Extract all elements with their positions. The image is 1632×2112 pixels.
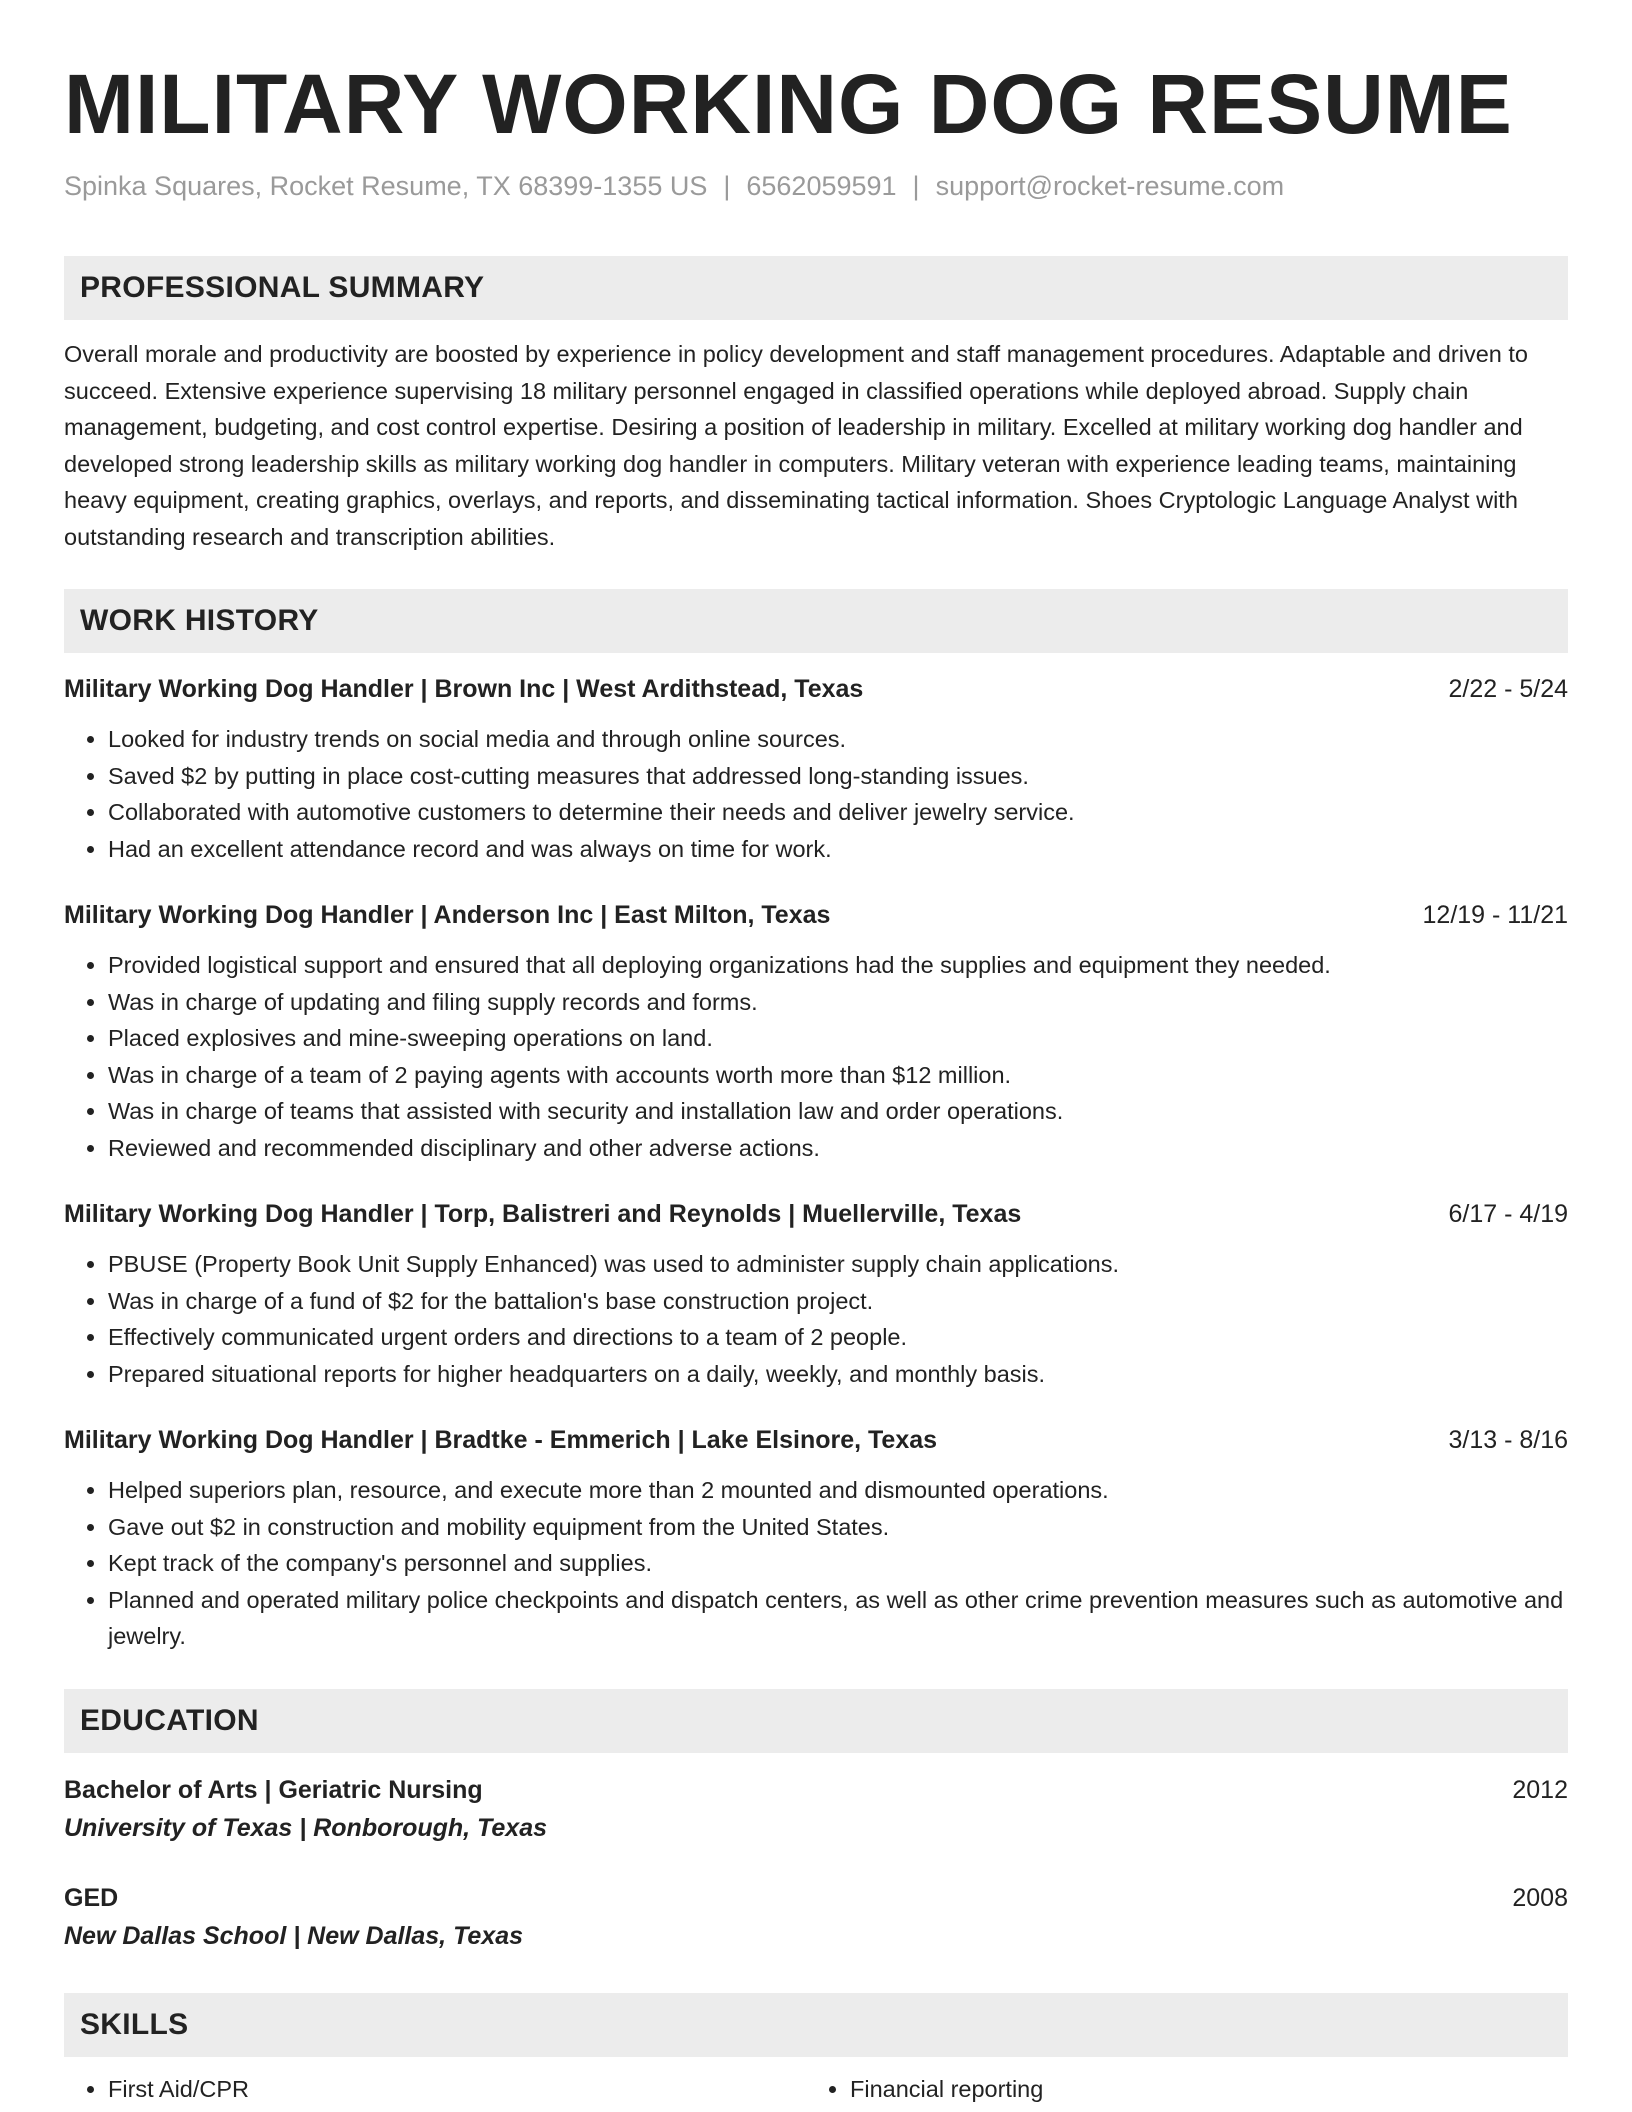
education-entry [64, 1771, 1568, 1847]
job-dates: 3/13 - 8/16 [1448, 1426, 1568, 1454]
job-bullet: • Was in charge of teams that assisted with security and installation law and order operations. [108, 1093, 1568, 1130]
education-year: 2012 [1512, 1775, 1568, 1804]
job-bullet: • Was in charge of updating and filing supply records and forms. [108, 984, 1568, 1021]
job-title: Military Working Dog Handler | Anderson Inc | East Milton, Texas [64, 901, 831, 929]
job-bullet: • Helped superiors plan, resource, and execute more than 2 mounted and dismounted operations. [108, 1472, 1568, 1509]
job-bullet: • Gave out $2 in construction and mobility equipment from the United States. [108, 1509, 1568, 1546]
education-degree: Bachelor of Arts | Geriatric Nursing [64, 1775, 483, 1804]
skill-item: • First Aid/CPR [108, 2071, 806, 2108]
education-degree: GED [64, 1883, 119, 1912]
job-bullet: • Prepared situational reports for higher headquarters on a daily, weekly, and monthly basis. [108, 1356, 1568, 1393]
contact-line [64, 166, 1568, 206]
job-bullet: • Had an excellent attendance record and was always on time for work. [108, 831, 1568, 868]
job-entry [64, 671, 1568, 867]
job-heading [64, 1196, 1568, 1232]
contact-address: Spinka Squares, Rocket Resume, TX 68399-1355 US [64, 171, 708, 201]
skills-list [64, 2071, 1568, 2108]
job-title: Military Working Dog Handler | Bradtke - Emmerich | Lake Elsinore, Texas [64, 1426, 938, 1454]
section-header-education: EDUCATION [64, 1689, 1568, 1753]
job-bullet: • Reviewed and recommended disciplinary and other adverse actions. [108, 1130, 1568, 1167]
contact-email: support@rocket-resume.com [935, 171, 1285, 201]
skills-column-right [806, 2071, 1548, 2108]
education-heading [64, 1879, 1568, 1917]
job-bullet: • Planned and operated military police checkpoints and dispatch centers, as well as other crime prevention measures such as automotive and jewelry. [108, 1582, 1568, 1655]
job-bullets [64, 1246, 1568, 1392]
job-heading [64, 897, 1568, 933]
job-title: Military Working Dog Handler | Torp, Balistreri and Reynolds | Muellerville, Texas [64, 1200, 1022, 1228]
section-header-work-history: WORK HISTORY [64, 589, 1568, 653]
job-heading [64, 671, 1568, 707]
job-bullet: • Provided logistical support and ensured that all deploying organizations had the supplies and equipment they needed. [108, 947, 1568, 984]
section-header-skills: SKILLS [64, 1993, 1568, 2057]
job-dates: 2/22 - 5/24 [1448, 675, 1568, 703]
resume-page [64, 52, 1568, 2107]
skills-column-left [64, 2071, 806, 2108]
section-header-summary: PROFESSIONAL SUMMARY [64, 256, 1568, 320]
resume-title: MILITARY WORKING DOG RESUME [64, 57, 1513, 151]
job-bullet: • Was in charge of a team of 2 paying agents with accounts worth more than $12 million. [108, 1057, 1568, 1094]
contact-phone: 6562059591 [746, 171, 897, 201]
education-school: New Dallas School | New Dallas, Texas [64, 1921, 524, 1950]
job-dates: 12/19 - 11/21 [1422, 901, 1568, 929]
job-bullet: • Saved $2 by putting in place cost-cutting measures that addressed long-standing issues. [108, 758, 1568, 795]
education-school: University of Texas | Ronborough, Texas [64, 1813, 548, 1842]
summary-text: Overall morale and productivity are boosted by experience in policy development and staff management procedures. Adaptable and driven to succeed. Extensive experience supervising 18 military personnel engaged in classified operations while deployed abroad. Supply chain management, budgeting, and cost control expertise. Desiring a position of leadership in military. Excelled at military working dog handler and developed strong leadership skills as military working dog handler in computers. Military veteran with experience leading teams, maintaining heavy equipment, creating graphics, overlays, and reports, and disseminating tactical information. Shoes Cryptologic Language Analyst with outstanding research and transcription abilities. [64, 341, 1528, 550]
job-entry [64, 1196, 1568, 1392]
skill-item: • Financial reporting [850, 2071, 1548, 2108]
job-bullet: • Was in charge of a fund of $2 for the battalion's base construction project. [108, 1283, 1568, 1320]
contact-separator: | [723, 171, 731, 201]
education-year: 2008 [1512, 1883, 1568, 1912]
education-entry [64, 1879, 1568, 1955]
job-entry [64, 897, 1568, 1166]
job-heading [64, 1422, 1568, 1458]
job-bullet: • Kept track of the company's personnel and supplies. [108, 1545, 1568, 1582]
contact-separator: | [912, 171, 920, 201]
job-dates: 6/17 - 4/19 [1448, 1200, 1568, 1228]
job-bullets [64, 721, 1568, 867]
job-title: Military Working Dog Handler | Brown Inc | West Ardithstead, Texas [64, 675, 864, 703]
job-bullet: • PBUSE (Property Book Unit Supply Enhanced) was used to administer supply chain applications. [108, 1246, 1568, 1283]
job-bullet: • Placed explosives and mine-sweeping operations on land. [108, 1020, 1568, 1057]
job-bullet: • Collaborated with automotive customers to determine their needs and deliver jewelry service. [108, 794, 1568, 831]
job-entry [64, 1422, 1568, 1655]
job-bullets [64, 1472, 1568, 1655]
education-heading [64, 1771, 1568, 1809]
job-bullet: • Effectively communicated urgent orders and directions to a team of 2 people. [108, 1319, 1568, 1356]
job-bullets [64, 947, 1568, 1166]
job-bullet: • Looked for industry trends on social media and through online sources. [108, 721, 1568, 758]
